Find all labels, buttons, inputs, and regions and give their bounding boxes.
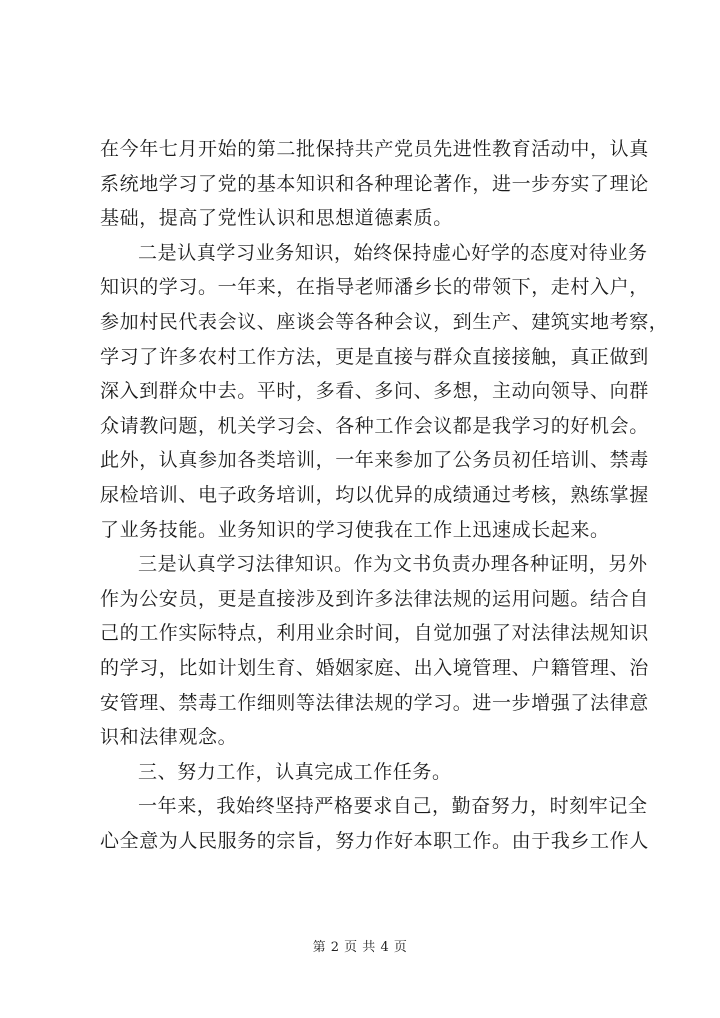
text-line: 参加村民代表会议、座谈会等各种会议，到生产、建筑实地考察， bbox=[100, 310, 669, 333]
text-line: 基础，提高了党性认识和思想道德素质。 bbox=[100, 207, 453, 230]
text-line: 知识的学习。一年来，在指导老师潘乡长的带领下，走村入户， bbox=[100, 276, 649, 299]
text-line: 识和法律观念。 bbox=[100, 726, 238, 749]
page-number-footer: 第 2 页 共 4 页 bbox=[312, 940, 408, 955]
text-line: 的学习，比如计划生育、婚姻家庭、出入境管理、户籍管理、治 bbox=[100, 656, 649, 679]
text-line: 安管理、禁毒工作细则等法律法规的学习。进一步增强了法律意 bbox=[100, 691, 649, 714]
text-line: 在今年七月开始的第二批保持共产党员先进性教育活动中，认真 bbox=[100, 138, 649, 160]
text-line: 此外，认真参加各类培训，一年来参加了公务员初任培训、禁毒 bbox=[100, 449, 649, 472]
text-line: 系统地学习了党的基本知识和各种理论著作，进一步夯实了理论 bbox=[100, 172, 649, 195]
text-line: 了业务技能。业务知识的学习使我在工作上迅速成长起来。 bbox=[100, 518, 610, 541]
text-line: 作为公安员，更是直接涉及到许多法律法规的运用问题。结合自 bbox=[100, 587, 649, 610]
section-heading: 三、努力工作，认真完成工作任务。 bbox=[138, 760, 452, 783]
text-line: 众请教问题，机关学习会、各种工作会议都是我学习的好机会。 bbox=[100, 414, 649, 437]
text-line: 尿检培训、电子政务培训，均以优异的成绩通过考核，熟练掌握 bbox=[100, 483, 649, 506]
text-line: 己的工作实际特点，利用业余时间，自觉加强了对法律法规知识 bbox=[100, 622, 649, 645]
body-text bbox=[100, 132, 669, 858]
paragraph-start-line: 三是认真学习法律知识。作为文书负责办理各种证明，另外 bbox=[138, 553, 648, 576]
paragraph-start-line: 二是认真学习业务知识，始终保持虚心好学的态度对待业务 bbox=[138, 241, 648, 264]
paragraph-start-line: 一年来，我始终坚持严格要求自己，勤奋努力，时刻牢记全 bbox=[138, 795, 648, 818]
text-line: 心全意为人民服务的宗旨，努力作好本职工作。由于我乡工作人 bbox=[100, 829, 649, 852]
text-line: 学习了许多农村工作方法，更是直接与群众直接接触，真正做到 bbox=[100, 345, 649, 368]
text-line: 深入到群众中去。平时，多看、多问、多想，主动向领导、向群 bbox=[100, 380, 649, 403]
